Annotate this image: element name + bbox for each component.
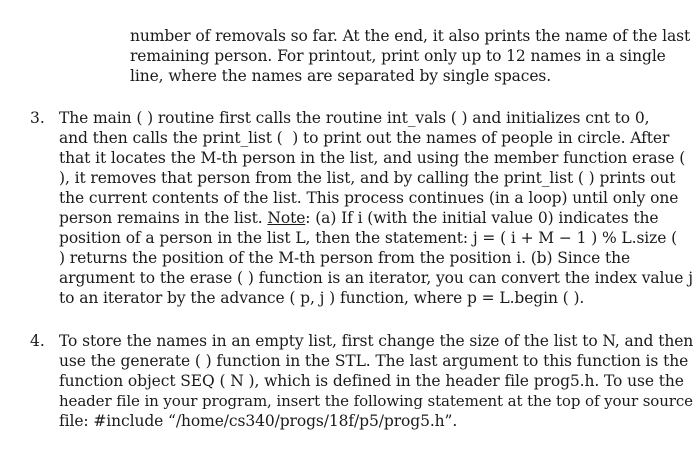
item-line: The main ( ) routine first calls the routine int_vals ( ) and initializes cnt to 0, (59, 109, 650, 127)
item-line: function object SEQ ( N ), which is defined in the header file prog5.h. To use the (59, 372, 684, 390)
paragraph-line: line, where the names are separated by single spaces. (130, 67, 552, 85)
item-line: ) returns the position of the M-th person from the position i. (b) Since the (59, 249, 631, 267)
item-line: argument to the erase ( ) function is an iterator, you can convert the index value j (59, 269, 693, 287)
item-line: to an iterator by the advance ( p, j ) function, where p = L.begin ( ). (59, 289, 585, 307)
note-label: Note (267, 209, 306, 227)
paragraph-line: number of removals so far. At the end, it also prints the name of the last (130, 27, 691, 45)
item-number: 4. (30, 332, 45, 350)
item-line: the current contents of the list. This process continues (in a loop) until only one (59, 189, 679, 207)
item-line: header file in your program, insert the following statement at the top of your source (59, 392, 693, 410)
note-line (59, 208, 658, 228)
item-line: that it locates the M-th person in the list, and using the member function erase ( (59, 149, 686, 167)
item-line: To store the names in an empty list, first change the size of the list to N, and then (59, 332, 694, 350)
note-line-rest: : (a) If i (with the initial value 0) indicates the (305, 209, 659, 227)
item-line: position of a person in the list L, then the statement: j = ( i + M − 1 ) % L.size ( (59, 229, 678, 247)
item-line: use the generate ( ) function in the STL. The last argument to this function is the (59, 352, 689, 370)
item-line: and then calls the print_list ( ) to print out the names of people in circle. After (59, 129, 670, 147)
item-line: file: #include “/home/cs340/progs/18f/p5/prog5.h”. (59, 412, 458, 430)
paragraph-line: remaining person. For printout, print only up to 12 names in a single (130, 47, 666, 65)
item-number: 3. (30, 109, 45, 127)
item-line: ), it removes that person from the list, and by calling the print_list ( ) prints out (59, 169, 676, 187)
note-line-prefix: person remains in the list. (59, 209, 268, 227)
